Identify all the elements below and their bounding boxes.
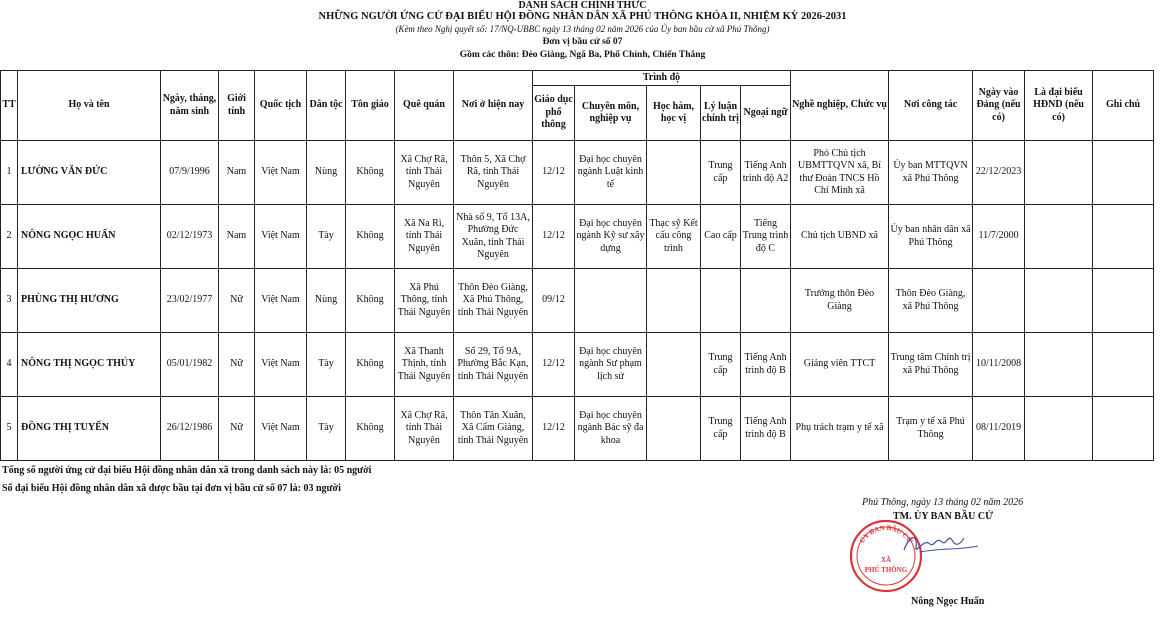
cell-political: Trung cấp [701,397,741,461]
cell-tt: 3 [1,269,18,333]
col-occupation: Nghề nghiệp, Chức vụ [791,71,889,141]
cell-party-date: 11/7/2000 [973,205,1025,269]
cell-nationality: Việt Nam [255,269,307,333]
col-general-edu: Giáo dục phổ thông [533,86,575,141]
signature-date: Phú Thông, ngày 13 tháng 02 năm 2026 [862,497,1024,508]
cell-degree [647,141,701,205]
cell-nationality: Việt Nam [255,333,307,397]
doc-title: DANH SÁCH CHÍNH THỨC [518,0,647,11]
cell-degree [647,397,701,461]
cell-delegate [1025,333,1093,397]
cell-gender: Nam [219,141,255,205]
cell-general-edu: 12/12 [533,141,575,205]
cell-delegate [1025,141,1093,205]
cell-dob: 26/12/1986 [161,397,219,461]
cell-religion: Không [346,205,395,269]
col-delegate: Là đại biểu HĐND (nếu có) [1025,71,1093,141]
cell-language: Tiếng Trung trình độ C [741,205,791,269]
signature-org: TM. ỦY BAN BẦU CỬ [893,511,994,522]
cell-ethnicity: Nùng [307,269,346,333]
col-workplace: Nơi công tác [889,71,973,141]
electoral-unit: Đơn vị bầu cử số 07 [542,37,623,47]
table-row [1,269,1154,333]
signatory-name: Nông Ngọc Huấn [911,596,985,607]
cell-specialty [575,269,647,333]
doc-subtitle: NHỮNG NGƯỜI ỨNG CỬ ĐẠI BIỂU HỘI ĐỒNG NHÂN DÂN XÃ PHÚ THÔNG KHÓA II, NHIỆM KỲ 2026-2031 [318,11,847,22]
col-residence: Nơi ở hiện nay [454,71,533,141]
cell-language [741,269,791,333]
cell-delegate [1025,269,1093,333]
cell-degree: Thạc sỹ Kết cấu công trình [647,205,701,269]
svg-text:ỦY BAN BẦU CỬ: ỦY BAN BẦU CỬ [858,523,914,545]
cell-nationality: Việt Nam [255,141,307,205]
col-language: Ngoại ngữ [741,86,791,141]
cell-occupation: Phó Chủ tịch UBMTTQVN xã, Bí thư Đoàn TNCS Hồ Chí Minh xã [791,141,889,205]
cell-political: Trung cấp [701,333,741,397]
cell-workplace: Ủy ban nhân dân xã Phú Thông [889,205,973,269]
cell-occupation: Phụ trách trạm y tế xã [791,397,889,461]
cell-workplace: Thôn Đèo Giàng, xã Phú Thông [889,269,973,333]
total-elected: Số đại biểu Hội đồng nhân dân xã được bầu tại đơn vị bầu cử số 07 là: 03 người [2,483,341,494]
cell-political: Trung cấp [701,141,741,205]
cell-ethnicity: Tày [307,333,346,397]
col-party-date: Ngày vào Đảng (nếu có) [973,71,1025,141]
svg-text:PHÚ THÔNG: PHÚ THÔNG [864,566,908,574]
cell-religion: Không [346,333,395,397]
cell-name: NÔNG NGỌC HUẤN [18,205,161,269]
cell-dob: 23/02/1977 [161,269,219,333]
cell-specialty: Đại học chuyên ngành Luật kinh tế [575,141,647,205]
villages-list: Gồm các thôn: Đèo Giàng, Ngã Ba, Phố Chính, Chiến Thắng [459,50,706,60]
cell-gender: Nữ [219,333,255,397]
cell-degree [647,269,701,333]
cell-tt: 1 [1,141,18,205]
table-row [1,397,1154,461]
cell-note [1093,205,1154,269]
table-row [1,205,1154,269]
cell-general-edu: 12/12 [533,333,575,397]
cell-occupation: Trưởng thôn Đèo Giàng [791,269,889,333]
cell-gender: Nữ [219,269,255,333]
cell-general-edu: 09/12 [533,269,575,333]
cell-delegate [1025,397,1093,461]
candidate-table [0,70,1154,461]
cell-religion: Không [346,141,395,205]
cell-political: Cao cấp [701,205,741,269]
cell-general-edu: 12/12 [533,397,575,461]
cell-delegate [1025,205,1093,269]
col-specialty: Chuyên môn, nghiệp vụ [575,86,647,141]
col-degree: Học hàm, học vị [647,86,701,141]
cell-political [701,269,741,333]
col-hometown: Quê quán [395,71,454,141]
cell-religion: Không [346,397,395,461]
cell-dob: 05/01/1982 [161,333,219,397]
cell-occupation: Chủ tịch UBND xã [791,205,889,269]
cell-nationality: Việt Nam [255,397,307,461]
svg-text:XÃ: XÃ [880,556,892,564]
col-ethnicity: Dân tộc [307,71,346,141]
cell-specialty: Đại học chuyên ngành Bác sỹ đa khoa [575,397,647,461]
cell-dob: 07/9/1996 [161,141,219,205]
cell-degree [647,333,701,397]
col-education-group: Trình độ [533,71,791,86]
table-row [1,141,1154,205]
cell-gender: Nam [219,205,255,269]
cell-workplace: Trung tâm Chính trị xã Phú Thông [889,333,973,397]
cell-hometown: Xã Chợ Rã, tỉnh Thái Nguyên [395,141,454,205]
cell-residence: Thôn Tân Xuân, Xã Cẩm Giàng, tỉnh Thái Nguyên [454,397,533,461]
doc-reference: (Kèm theo Nghị quyết số: 17/NQ-UBBC ngày 13 tháng 02 năm 2026 của Ủy ban bầu cử xã Phú Thông) [395,24,770,34]
cell-party-date: 10/11/2008 [973,333,1025,397]
cell-name: LƯỜNG VĂN ĐỨC [18,141,161,205]
cell-workplace: Ủy ban MTTQVN xã Phú Thông [889,141,973,205]
cell-ethnicity: Nùng [307,141,346,205]
cell-party-date: 22/12/2023 [973,141,1025,205]
cell-specialty: Đại học chuyên ngành Sư phạm lịch sử [575,333,647,397]
cell-name: PHÙNG THỊ HƯƠNG [18,269,161,333]
col-gender: Giới tính [219,71,255,141]
cell-language: Tiếng Anh trình độ B [741,397,791,461]
col-tt: TT [1,71,18,141]
cell-dob: 02/12/1973 [161,205,219,269]
table-row [1,333,1154,397]
cell-language: Tiếng Anh trình độ A2 [741,141,791,205]
cell-language: Tiếng Anh trình độ B [741,333,791,397]
cell-general-edu: 12/12 [533,205,575,269]
cell-religion: Không [346,269,395,333]
total-candidates: Tổng số người ứng cử đại biểu Hội đồng nhân dân xã trong danh sách này là: 05 người [2,465,372,476]
cell-residence: Số 29, Tổ 9A, Phường Bắc Kạn, tỉnh Thái Nguyên [454,333,533,397]
cell-ethnicity: Tày [307,205,346,269]
cell-tt: 5 [1,397,18,461]
cell-residence: Thôn Đèo Giàng, Xã Phú Thông, tỉnh Thái Nguyên [454,269,533,333]
cell-hometown: Xã Na Rì, tỉnh Thái Nguyên [395,205,454,269]
cell-specialty: Đại học chuyên ngành Kỹ sư xây dựng [575,205,647,269]
col-political: Lý luận chính trị [701,86,741,141]
cell-hometown: Xã Phú Thông, tỉnh Thái Nguyên [395,269,454,333]
cell-ethnicity: Tày [307,397,346,461]
cell-party-date [973,269,1025,333]
cell-tt: 2 [1,205,18,269]
cell-note [1093,141,1154,205]
cell-residence: Nhà số 9, Tổ 13A, Phường Đức Xuân, tỉnh Thái Nguyên [454,205,533,269]
cell-name: ĐỒNG THỊ TUYẾN [18,397,161,461]
cell-nationality: Việt Nam [255,205,307,269]
cell-note [1093,397,1154,461]
signature-scribble-icon [900,528,980,558]
cell-note [1093,269,1154,333]
cell-gender: Nữ [219,397,255,461]
cell-name: NÔNG THỊ NGỌC THÚY [18,333,161,397]
cell-occupation: Giảng viên TTCT [791,333,889,397]
col-nationality: Quốc tịch [255,71,307,141]
cell-hometown: Xã Thanh Thịnh, tỉnh Thái Nguyên [395,333,454,397]
cell-hometown: Xã Chợ Rã, tỉnh Thái Nguyên [395,397,454,461]
cell-workplace: Trạm y tế xã Phú Thông [889,397,973,461]
cell-party-date: 08/11/2019 [973,397,1025,461]
col-name: Họ và tên [18,71,161,141]
col-dob: Ngày, tháng, năm sinh [161,71,219,141]
cell-tt: 4 [1,333,18,397]
col-religion: Tôn giáo [346,71,395,141]
col-note: Ghi chú [1093,71,1154,141]
cell-residence: Thôn 5, Xã Chợ Rã, tỉnh Thái Nguyên [454,141,533,205]
cell-note [1093,333,1154,397]
